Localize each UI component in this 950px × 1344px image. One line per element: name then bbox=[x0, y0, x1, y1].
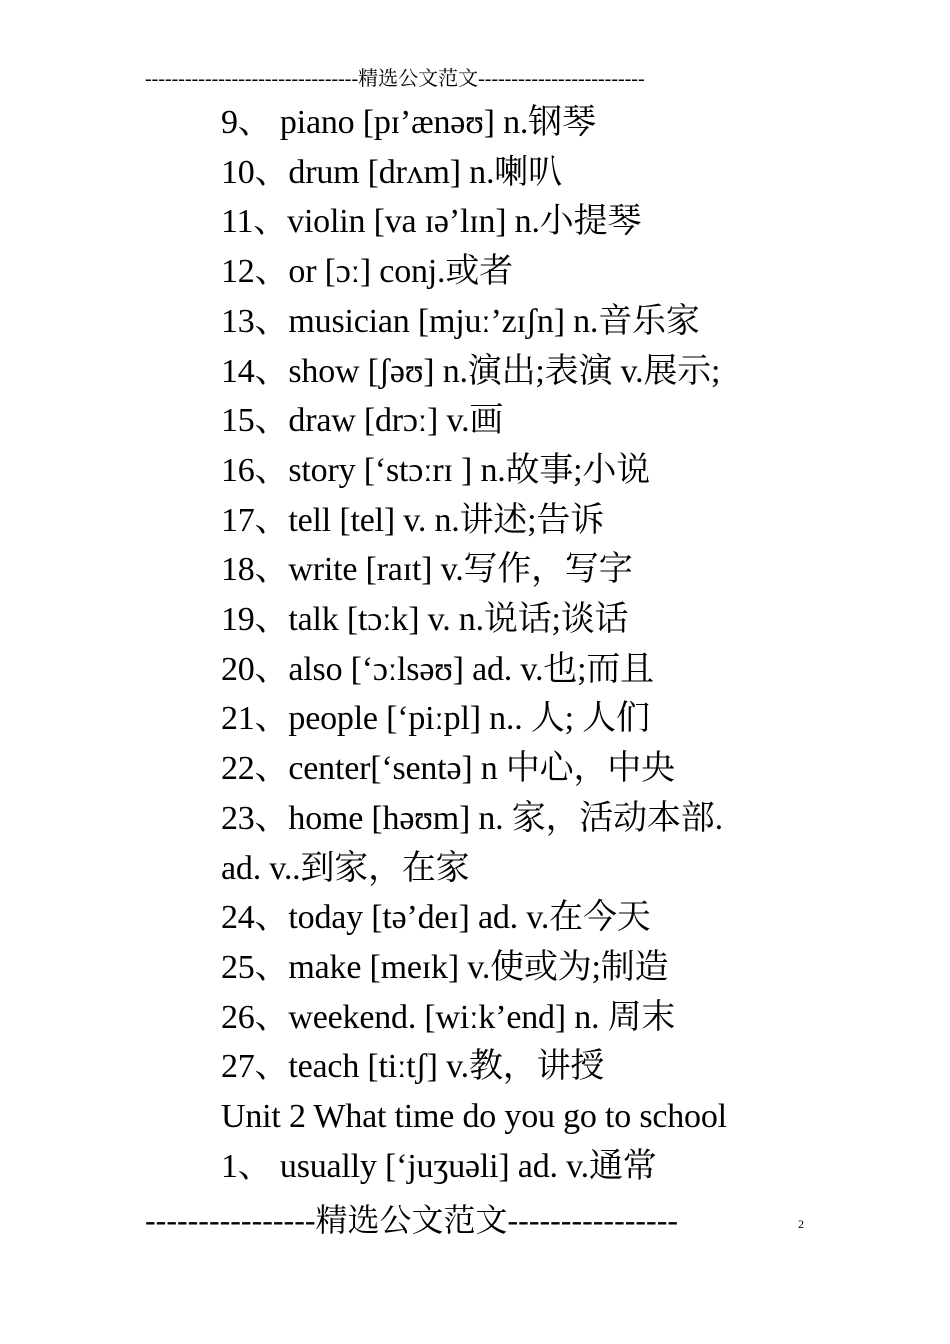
vocab-line: 19、talk [tɔːk] v. n.说话;谈话 bbox=[221, 601, 629, 639]
vocab-line-continuation: ad. v..到家，在家 bbox=[221, 849, 470, 887]
unit-heading: Unit 2 What time do you go to school bbox=[221, 1098, 727, 1136]
vocab-line: 23、home [həʊm] n. 家，活动本部. bbox=[221, 799, 723, 837]
vocab-line: 25、make [meɪk] v.使或为;制造 bbox=[221, 948, 669, 986]
vocab-line: 24、today [tə’deɪ] ad. v.在今天 bbox=[221, 899, 651, 937]
vocab-line: 27、teach [tiːtʃ] v.教，讲授 bbox=[221, 1048, 605, 1086]
vocab-line: 26、weekend. [wiːk’end] n. 周末 bbox=[221, 998, 676, 1036]
vocab-line: 21、people [‘piːpl] n.. 人; 人们 bbox=[221, 700, 650, 738]
vocab-line: 22、center[‘sentə] n 中心，中央 bbox=[221, 750, 675, 788]
vocab-line: 9、 piano [pɪ’ænəʊ] n.钢琴 bbox=[221, 104, 596, 141]
vocab-line: 1、 usually [‘juʒuəli] ad. v.通常 bbox=[221, 1147, 657, 1185]
vocabulary-list bbox=[221, 98, 841, 1191]
vocab-line: 13、musician [mjuː’zɪʃn] n.音乐家 bbox=[221, 302, 700, 340]
vocab-line: 17、tell [tel] v. n.讲述;告诉 bbox=[221, 501, 604, 539]
vocab-line: 20、also [‘ɔːlsəʊ] ad. v.也;而且 bbox=[221, 650, 654, 688]
page-footer: ----------------精选公文范文---------------- bbox=[145, 1202, 679, 1238]
vocab-line: 15、draw [drɔː] v.画 bbox=[221, 402, 504, 440]
vocab-line: 11、violin [va ɪə’lɪn] n.小提琴 bbox=[221, 203, 642, 241]
page-number: 2 bbox=[798, 1217, 804, 1231]
vocab-line: 12、or [ɔː] conj.或者 bbox=[221, 253, 513, 291]
page-header: --------------------------------精选公文范文------------------------- bbox=[145, 68, 645, 90]
vocab-line: 14、show [ʃəʊ] n.演出;表演 v.展示; bbox=[221, 352, 721, 390]
vocab-line: 10、drum [drʌm] n.喇叭 bbox=[221, 153, 562, 191]
vocab-line: 18、write [raɪt] v.写作，写字 bbox=[221, 551, 633, 589]
vocab-line: 16、story [‘stɔːrɪ ] n.故事;小说 bbox=[221, 451, 650, 489]
